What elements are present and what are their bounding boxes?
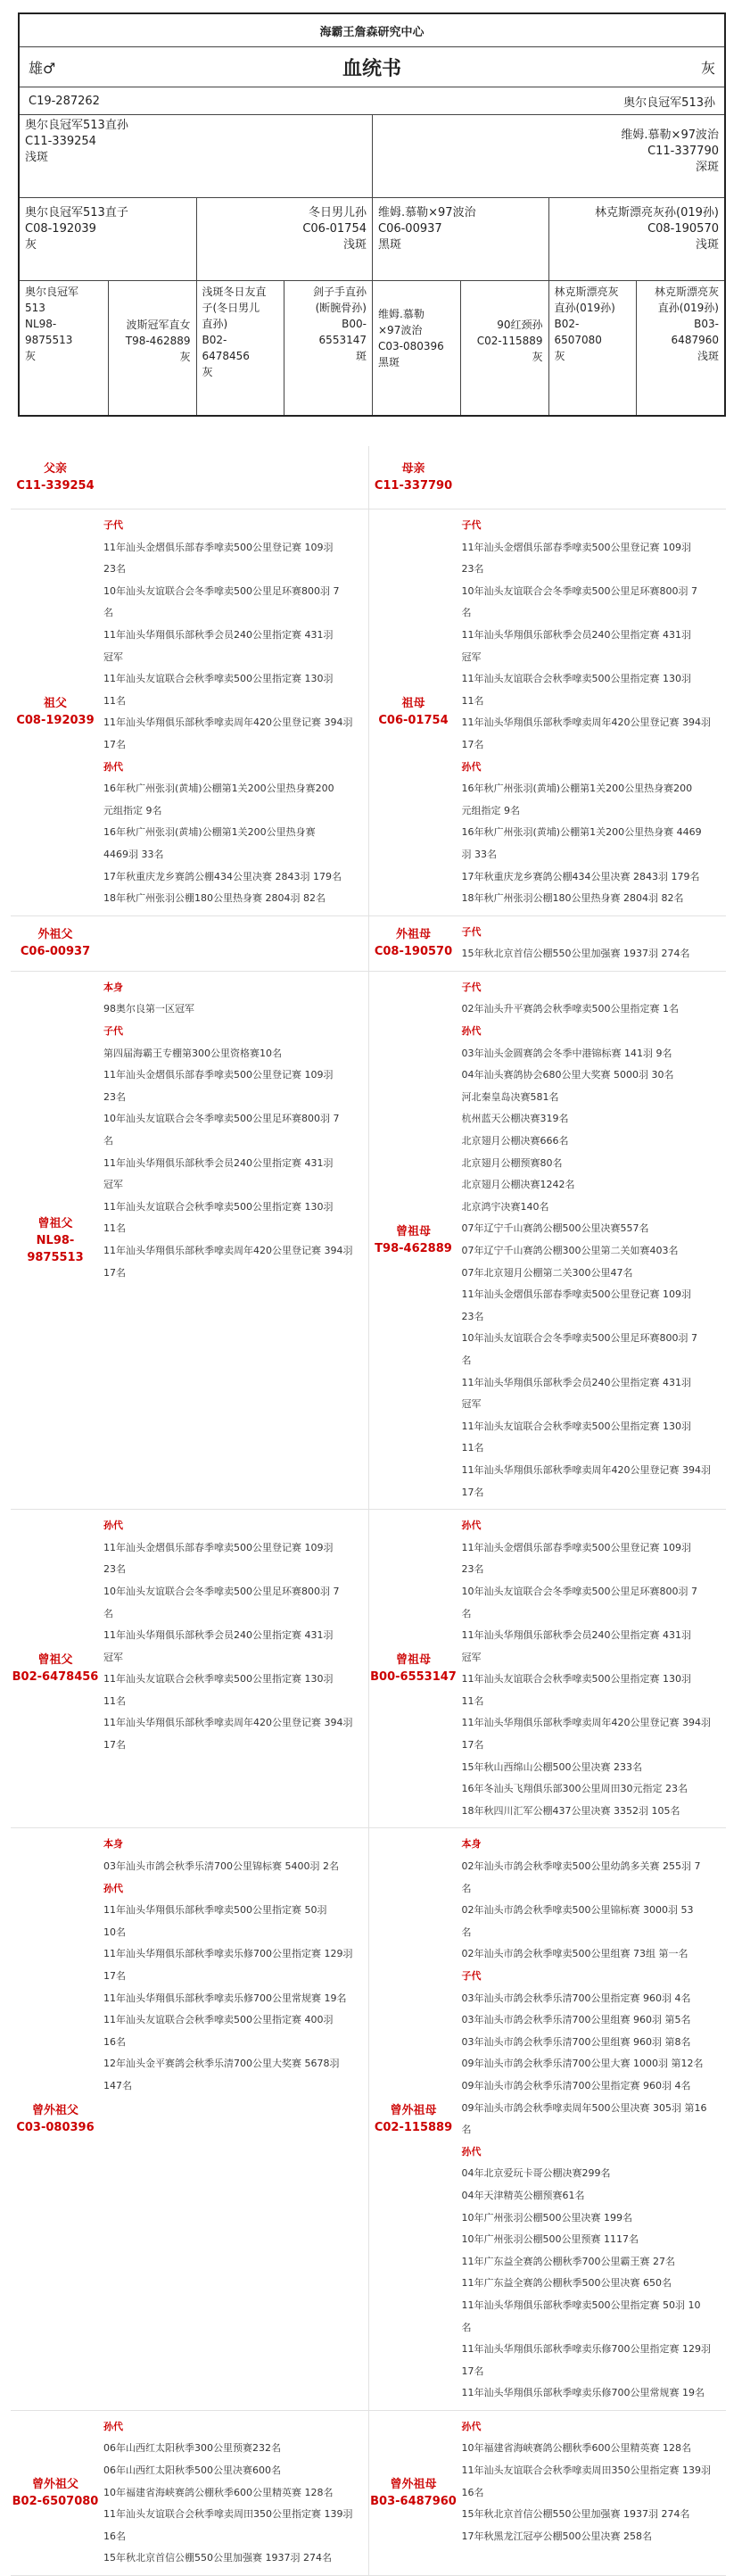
achievement-line: 17名: [461, 738, 484, 750]
achievement-list: [100, 972, 368, 1509]
g3-line: 6553147: [318, 334, 367, 346]
achievement-line: 10年福建省海峡赛鸽公棚秋季600公里精英赛 128名: [461, 2442, 691, 2455]
dam-ring: C11-337790: [647, 145, 719, 158]
g3-line: 6507080: [554, 334, 602, 346]
achievement-line: 11年汕头金熠俱乐部春季嗱卖500公里登记赛 109羽: [461, 1288, 691, 1301]
g3-line: NL98-: [25, 318, 57, 330]
ancestor-ring: NL98-9875513: [27, 1233, 84, 1264]
achievement-line: 15年秋北京首信公棚550公里加强赛 1937羽 274名: [461, 948, 690, 960]
achievement-line: 冠军: [103, 1179, 123, 1191]
achievement-line: 17名: [103, 738, 126, 750]
achievement-list: [458, 916, 727, 971]
g2-color: 灰: [25, 238, 37, 252]
ancestor-ring: T98-462889: [375, 1242, 452, 1255]
achievement-line: 11年汕头友谊联合会秋季嗱卖500公里指定赛 130羽: [461, 1420, 691, 1432]
achievement-list: [458, 446, 727, 509]
section-heading: 本身: [103, 981, 123, 993]
ancestor-ring: C08-190570: [374, 945, 453, 959]
ancestor-label: [11, 2411, 100, 2575]
achievement-line: 11名: [461, 694, 484, 707]
achievement-line: 11年汕头华翔俱乐部秋季嗱卖周年420公里登记赛 394羽: [461, 1717, 711, 1729]
achievement-line: 17名: [461, 1739, 484, 1752]
ancestor-role: 父亲: [43, 462, 67, 476]
achievement-line: 15年秋北京首信公棚550公里加强赛 1937羽 274名: [461, 2508, 690, 2521]
g2-color: 黑斑: [378, 238, 402, 252]
achievement-line: 02年汕头市鸽会秋季嗱卖500公里幼鸽多关赛 255羽 7: [461, 1860, 701, 1873]
achievement-line: 11年汕头金熠俱乐部春季嗱卖500公里登记赛 109羽: [461, 1541, 691, 1553]
g3-line: B03-: [694, 318, 719, 330]
ancestor-role: 曾祖父: [37, 1216, 73, 1230]
ancestor-ring: B02-6507080: [12, 2494, 99, 2508]
section-heading: 子代: [103, 519, 123, 531]
g3-line: (断腕骨孙): [315, 302, 367, 314]
achievement-line: 23名: [103, 563, 126, 576]
achievement-line: 15年秋北京首信公棚550公里加强赛 1937羽 274名: [103, 2552, 332, 2564]
certificate-title: 血统书: [342, 57, 402, 80]
achievement-line: 09年汕头市鸽会秋季嗱卖周年500公里决赛 305羽 第16: [461, 2101, 707, 2114]
achievement-list: [458, 509, 727, 915]
dam-cell: [372, 115, 724, 197]
achievement-line: 16名: [103, 2530, 126, 2542]
g2-ring: C06-01754: [302, 222, 367, 236]
ancestor-ring: C06-00937: [20, 945, 91, 959]
g3-line: 黑斑: [378, 356, 400, 369]
g3-cell: [460, 281, 548, 415]
section-heading: 子代: [461, 1970, 482, 1982]
achievement-line: 11年汕头友谊联合会秋季嗱卖500公里指定赛 130羽: [103, 1673, 334, 1686]
ancestor-ring: C06-01754: [378, 714, 449, 728]
dam-color: 深斑: [695, 161, 719, 174]
achievement-line: 12年汕头金平赛鸽会秋季乐清700公里大奖赛 5678羽: [103, 2058, 340, 2070]
achievement-line: 名: [461, 1926, 472, 1938]
achievement-list: [458, 2411, 727, 2575]
achievement-line: 河北秦皇岛决赛581名: [461, 1090, 559, 1103]
achievement-line: 11年广东益全赛鸽公棚秋季500公里决赛 650名: [461, 2277, 672, 2290]
achievement-list: [458, 1510, 727, 1827]
achievement-line: 17年秋重庆龙乡赛鸽公棚434公里决赛 2843羽 179名: [461, 870, 700, 882]
achievement-line: 17年秋黑龙江冠亭公棚500公里决赛 258名: [461, 2530, 652, 2542]
achievement-line: 11年汕头金熠俱乐部春季嗱卖500公里登记赛 109羽: [103, 1069, 334, 1081]
ancestor-row: [11, 916, 726, 972]
section-heading: 孙代: [461, 1520, 482, 1532]
achievement-line: 11年汕头华翔俱乐部秋季嗱卖乐修700公里常规赛 19名: [461, 2387, 705, 2399]
sire-ring: C11-339254: [25, 135, 96, 148]
ancestor-role: 曾祖父: [37, 1653, 73, 1668]
section-heading: 孙代: [103, 1882, 123, 1894]
achievement-line: 16名: [103, 2035, 126, 2048]
achievement-line: 冠军: [461, 1651, 482, 1663]
section-heading: 孙代: [461, 2145, 482, 2158]
g3-cell: [636, 281, 724, 415]
sex-label: 雄♂: [29, 59, 56, 77]
g3-cell: [372, 281, 460, 415]
section-heading: 本身: [461, 1838, 482, 1851]
section-heading: 孙代: [103, 2420, 123, 2432]
g3-cell: [196, 281, 284, 415]
achievement-line: 17名: [103, 1970, 126, 1982]
section-heading: 孙代: [103, 1520, 123, 1532]
achievement-line: 11年汕头华翔俱乐部秋季会员240公里指定赛 431羽: [103, 1156, 334, 1169]
achievement-line: 11年汕头友谊联合会秋季嗱卖500公里指定赛 400羽: [103, 2014, 334, 2026]
achievement-line: 17名: [461, 1486, 484, 1498]
achievement-line: 16年秋广州张羽(黄埔)公棚第1关200公里热身赛200: [461, 783, 693, 795]
g3-line: 6478456: [202, 350, 250, 362]
g3-line: 9875513: [25, 334, 73, 346]
g3-line: 波斯冠军直女: [126, 319, 191, 331]
g3-line: 林克斯漂亮灰: [654, 286, 719, 298]
achievement-line: 02年汕头升平赛鸽会秋季嗱卖500公里指定赛 1名: [461, 1003, 679, 1015]
achievement-line: 第四届海霸王专棚第300公里资格赛10名: [103, 1047, 282, 1059]
achievement-line: 06年山西红太阳秋季300公里预赛232名: [103, 2442, 281, 2455]
achievement-line: 09年汕头市鸽会秋季乐清700公里指定赛 960羽 4名: [461, 2079, 691, 2091]
achievement-line: 11年汕头华翔俱乐部秋季嗱卖周年420公里登记赛 394羽: [103, 1717, 353, 1729]
achievement-line: 11名: [103, 1222, 126, 1235]
achievement-line: 16年秋广州张羽(黄埔)公棚第1关200公里热身赛: [103, 826, 316, 839]
achievement-line: 11名: [461, 1442, 484, 1454]
achievement-line: 17年秋重庆龙乡赛鸽公棚434公里决赛 2843羽 179名: [103, 870, 342, 882]
achievement-line: 07年北京翅月公棚第二关300公里47名: [461, 1266, 633, 1279]
achievement-line: 10年汕头友谊联合会冬季嗱卖500公里足环赛800羽 7: [103, 584, 340, 597]
achievement-line: 23名: [461, 1563, 484, 1576]
center-name: [20, 14, 724, 46]
ancestor-row: [11, 972, 726, 1510]
achievement-line: 04年汕头赛鸽协会680公里大奖赛 5000羽 30名: [461, 1069, 674, 1081]
achievement-line: 11年汕头华翔俱乐部秋季嗱卖周年420公里登记赛 394羽: [461, 716, 711, 729]
achievement-line: 18年秋四川汇军公棚437公里决赛 3352羽 105名: [461, 1804, 680, 1817]
g2-color: 浅斑: [342, 238, 367, 252]
achievement-line: 23名: [103, 1563, 126, 1576]
achievement-line: 10年福建省海峡赛鸽公棚秋季600公里精英赛 128名: [103, 2486, 334, 2498]
generation-1: [20, 114, 724, 197]
achievement-line: 10年广州张羽公棚500公里决赛 199名: [461, 2211, 632, 2224]
achievement-line: 02年汕头市鸽会秋季嗱卖500公里锦标赛 3000羽 53: [461, 1904, 694, 1917]
g3-line: C02-115889: [476, 335, 543, 347]
achievement-line: 冠军: [461, 1398, 482, 1411]
achievement-list: [100, 509, 368, 915]
achievement-line: 冠军: [103, 650, 123, 663]
ancestor-role: 曾外祖父: [31, 2477, 78, 2491]
achievement-line: 16年秋广州张羽(黄埔)公棚第1关200公里热身赛 4469: [461, 826, 702, 839]
ancestor-role: 母亲: [401, 462, 425, 476]
achievement-list: [100, 916, 368, 971]
ancestor-label: [369, 509, 458, 915]
ancestor-role: 曾外祖母: [390, 2104, 437, 2118]
g2-name: 林克斯漂亮灰孙(019孙): [595, 206, 719, 219]
g3-cell: [284, 281, 372, 415]
achievement-line: 16年冬汕头飞翔俱乐部300公里周田30元指定 23名: [461, 1783, 688, 1795]
ancestor-label: [369, 1828, 458, 2409]
g3-line: 直孙(019孙): [554, 302, 615, 314]
bird-name: 奥尔良冠军513孙: [623, 95, 715, 110]
ancestor-label: [11, 916, 100, 971]
achievement-line: 23名: [461, 1310, 484, 1322]
achievement-line: 名: [103, 1135, 113, 1147]
g3-cell: [20, 281, 108, 415]
achievement-list: [458, 1828, 727, 2409]
ancestor-label: [369, 2411, 458, 2575]
achievement-line: 03年汕头金圆赛鸽会冬季中港锦标赛 141羽 9名: [461, 1047, 672, 1059]
ancestor-row: [11, 509, 726, 916]
achievement-line: 元组指定 9名: [103, 804, 162, 816]
g3-line: ×97波治: [378, 324, 423, 336]
ancestor-label: [369, 916, 458, 971]
achievement-line: 11年汕头华翔俱乐部秋季会员240公里指定赛 431羽: [461, 1376, 691, 1388]
achievement-line: 11年汕头华翔俱乐部秋季嗱卖乐修700公里指定赛 129羽: [103, 1948, 353, 1960]
section-heading: 子代: [461, 925, 482, 938]
achievement-line: 04年天津精英公棚预赛61名: [461, 2189, 585, 2201]
g3-line: 90红颈孙: [497, 319, 543, 331]
achievement-line: 北京翅月公棚决赛666名: [461, 1135, 569, 1147]
ancestor-row: [11, 2411, 726, 2576]
ancestor-label: [11, 446, 100, 509]
g2-ring: C06-00937: [378, 222, 442, 236]
g3-line: 斑: [355, 350, 367, 362]
ancestor-ring: C08-192039: [16, 714, 95, 728]
g3-line: 直孙(019孙): [657, 302, 719, 314]
achievement-line: 11年汕头华翔俱乐部秋季会员240公里指定赛 431羽: [103, 628, 334, 641]
achievement-line: 07年辽宁千山赛鸽公棚300公里第二关如赛403名: [461, 1245, 679, 1256]
achievement-list: [100, 1828, 368, 2409]
achievement-line: 11年汕头华翔俱乐部秋季会员240公里指定赛 431羽: [461, 1629, 691, 1642]
section-heading: 子代: [103, 1025, 123, 1038]
achievement-list: [100, 1510, 368, 1827]
ancestor-role: 祖父: [43, 697, 67, 711]
achievement-line: 11年汕头华翔俱乐部秋季嗱卖乐修700公里指定赛 129羽: [461, 2343, 711, 2356]
achievement-line: 名: [461, 1882, 472, 1894]
achievement-line: 杭州蓝天公棚决赛319名: [461, 1113, 569, 1125]
achievement-line: 11年汕头华翔俱乐部秋季嗱卖乐修700公里常规赛 19名: [103, 1992, 347, 2004]
achievement-line: 北京翅月公棚预赛80名: [461, 1156, 563, 1169]
achievement-line: 11年汕头华翔俱乐部秋季嗱卖周年420公里登记赛 394羽: [461, 1463, 711, 1476]
achievement-line: 10年汕头友谊联合会冬季嗱卖500公里足环赛800羽 7: [461, 1332, 697, 1345]
ancestor-label: [11, 972, 100, 1509]
ancestor-ring: C02-115889: [374, 2121, 453, 2135]
sire-name: 奥尔良冠军513直孙: [25, 119, 128, 132]
g2-name: 维姆.慕勒×97波治: [378, 206, 476, 219]
ancestor-role: 祖母: [401, 697, 425, 711]
achievement-line: 15年秋山西绵山公棚500公里决赛 233名: [461, 1760, 642, 1773]
achievement-list: [100, 2411, 368, 2575]
ancestor-label: [369, 1510, 458, 1827]
achievement-line: 11年汕头友谊联合会秋季嗱卖500公里指定赛 130羽: [461, 1673, 691, 1686]
ancestor-details: [11, 446, 726, 2576]
section-heading: 孙代: [461, 760, 482, 773]
section-heading: 孙代: [103, 760, 123, 773]
achievement-line: 02年汕头市鸽会秋季嗱卖500公里组赛 73组 第一名: [461, 1948, 688, 1960]
bird-info: [20, 87, 724, 114]
achievement-line: 11年汕头华翔俱乐部秋季嗱卖500公里指定赛 50羽 10: [461, 2299, 701, 2311]
achievement-line: 03年汕头市鸽会秋季乐清700公里锦标赛 5400羽 2名: [103, 1860, 339, 1873]
g3-line: B02-: [202, 334, 227, 346]
g3-cell: [548, 281, 637, 415]
achievement-line: 北京鸿宇决赛140名: [461, 1200, 549, 1213]
g3-line: 灰: [202, 366, 213, 378]
ancestor-ring: C11-339254: [16, 479, 95, 493]
g2-name: 冬日男儿孙: [308, 206, 367, 219]
ancestor-role: 曾外祖父: [31, 2104, 78, 2118]
g3-line: 维姆.慕勒: [378, 308, 425, 320]
ancestor-row: [11, 1510, 726, 1828]
g3-line: 灰: [532, 351, 543, 363]
g3-line: B02-: [554, 318, 580, 330]
g3-line: T98-462889: [125, 335, 191, 347]
ancestor-row: [11, 1828, 726, 2410]
section-heading: 孙代: [461, 1025, 482, 1038]
achievement-line: 17名: [103, 1739, 126, 1752]
achievement-line: 11年汕头华翔俱乐部秋季嗱卖周年420公里登记赛 394羽: [103, 1245, 353, 1256]
achievement-line: 03年汕头市鸽会秋季乐清700公里组赛 960羽 第5名: [461, 2014, 691, 2026]
achievement-line: 11年汕头华翔俱乐部秋季嗱卖周年420公里登记赛 394羽: [103, 716, 353, 729]
g3-line: 513: [25, 302, 45, 314]
ancestor-ring: B00-6553147: [370, 1670, 457, 1685]
generation-3: [20, 280, 724, 415]
achievement-line: 03年汕头市鸽会秋季乐清700公里组赛 960羽 第8名: [461, 2035, 691, 2048]
ancestor-label: [11, 509, 100, 915]
achievement-line: 11名: [103, 1694, 126, 1707]
achievement-line: 23名: [103, 1090, 126, 1103]
g3-line: 剑子手直孙: [312, 286, 367, 298]
g2-cell: [196, 198, 373, 280]
achievement-line: 10名: [103, 1926, 126, 1938]
achievement-line: 11名: [103, 694, 126, 707]
achievement-line: 4469羽 33名: [103, 848, 164, 860]
ancestor-ring: C11-337790: [374, 479, 453, 493]
achievement-list: [100, 446, 368, 509]
g3-line: 浅斑冬日友直: [202, 286, 267, 298]
achievement-line: 147名: [103, 2079, 132, 2091]
g3-line: 奥尔良冠军: [25, 286, 79, 298]
achievement-line: 18年秋广州张羽公棚180公里热身赛 2804羽 82名: [103, 892, 326, 905]
g2-ring: C08-190570: [647, 222, 719, 236]
generation-2: [20, 197, 724, 280]
achievement-line: 11年广东益全赛鸽公棚秋季700公里霸王赛 27名: [461, 2255, 675, 2267]
ancestor-ring: B03-6487960: [370, 2494, 457, 2508]
g3-line: 灰: [554, 350, 565, 362]
achievement-line: 11年汕头华翔俱乐部秋季嗱卖500公里指定赛 50羽: [103, 1904, 327, 1917]
achievement-line: 名: [103, 1607, 113, 1619]
center-title: 海霸王詹森研究中心: [319, 25, 425, 39]
g3-line: 直孙): [202, 318, 228, 330]
ancestor-role: 外祖父: [37, 928, 73, 942]
g3-line: B00-: [342, 318, 367, 330]
achievement-line: 名: [461, 607, 472, 619]
section-heading: 本身: [103, 1838, 123, 1851]
achievement-line: 冠军: [103, 1651, 123, 1663]
section-heading: 孙代: [461, 2420, 482, 2432]
achievement-line: 10年汕头友谊联合会冬季嗱卖500公里足环赛800羽 7: [103, 1585, 340, 1597]
ancestor-row: [11, 446, 726, 509]
bird-color: 灰: [700, 59, 715, 77]
ancestor-label: [11, 1828, 100, 2409]
achievement-line: 10年汕头友谊联合会冬季嗱卖500公里足环赛800羽 7: [461, 1585, 697, 1597]
ancestor-role: 曾祖母: [395, 1225, 431, 1238]
g3-line: 林克斯漂亮灰: [554, 286, 619, 298]
g2-ring: C08-192039: [25, 222, 96, 236]
sire-color: 浅斑: [25, 151, 49, 164]
achievement-line: 名: [103, 607, 113, 619]
ancestor-role: 曾外祖母: [390, 2477, 437, 2491]
achievement-line: 名: [461, 2124, 472, 2136]
g2-cell: [548, 198, 725, 280]
section-heading: 子代: [461, 981, 482, 993]
g2-name: 奥尔良冠军513直子: [25, 206, 128, 219]
achievement-line: 98奥尔良第一区冠军: [103, 1003, 194, 1015]
g3-line: 6487960: [671, 334, 719, 346]
achievement-line: 11年汕头金熠俱乐部春季嗱卖500公里登记赛 109羽: [103, 541, 334, 553]
section-heading: 子代: [461, 519, 482, 531]
ancestor-label: [11, 1510, 100, 1827]
achievement-line: 11年汕头友谊联合会秋季嗱卖周田350公里指定赛 139羽: [103, 2508, 353, 2521]
ancestor-ring: B02-6478456: [12, 1670, 99, 1685]
g3-line: C03-080396: [378, 340, 444, 352]
achievement-line: 名: [461, 1607, 472, 1619]
achievement-line: 16名: [461, 2486, 484, 2498]
achievement-list: [458, 972, 727, 1509]
achievement-line: 18年秋广州张羽公棚180公里热身赛 2804羽 82名: [461, 892, 684, 905]
achievement-line: 10年广州张羽公棚500公里预赛 1117名: [461, 2233, 639, 2246]
achievement-line: 名: [461, 1354, 472, 1366]
achievement-line: 11年汕头华翔俱乐部秋季会员240公里指定赛 431羽: [461, 628, 691, 641]
achievement-line: 17名: [461, 2365, 484, 2377]
pedigree-certificate: [18, 12, 726, 417]
achievement-line: 羽 33名: [461, 848, 497, 860]
g3-cell: [108, 281, 196, 415]
achievement-line: 03年汕头市鸽会秋季乐清700公里指定赛 960羽 4名: [461, 1992, 691, 2004]
g2-cell: [372, 198, 548, 280]
achievement-line: 17名: [103, 1266, 126, 1279]
achievement-line: 23名: [461, 563, 484, 576]
ancestor-ring: C03-080396: [16, 2121, 95, 2135]
achievement-line: 11年汕头华翔俱乐部秋季会员240公里指定赛 431羽: [103, 1629, 334, 1642]
achievement-line: 11年汕头友谊联合会秋季嗱卖500公里指定赛 130羽: [461, 673, 691, 685]
achievement-line: 11年汕头友谊联合会秋季嗱卖周田350公里指定赛 139羽: [461, 2464, 711, 2477]
dam-name: 维姆.慕勒×97波治: [621, 128, 719, 142]
achievement-line: 16年秋广州张羽(黄埔)公棚第1关200公里热身赛200: [103, 783, 334, 795]
achievement-line: 11年汕头金熠俱乐部春季嗱卖500公里登记赛 109羽: [103, 1541, 334, 1553]
achievement-line: 11年汕头友谊联合会秋季嗱卖500公里指定赛 130羽: [103, 1200, 334, 1213]
achievement-line: 07年辽宁千山赛鸽公棚500公里决赛557名: [461, 1222, 649, 1235]
g3-line: 灰: [25, 350, 37, 362]
ancestor-role: 外祖母: [395, 928, 431, 942]
achievement-line: 04年北京爱玩卡哥公棚决赛299名: [461, 2167, 611, 2180]
achievement-line: 09年汕头市鸽会秋季乐清700公里大赛 1000羽 第12名: [461, 2058, 704, 2070]
achievement-line: 11年汕头金熠俱乐部春季嗱卖500公里登记赛 109羽: [461, 541, 691, 553]
achievement-line: 名: [461, 2321, 472, 2333]
g2-color: 浅斑: [695, 238, 719, 252]
achievement-line: 11年汕头友谊联合会秋季嗱卖500公里指定赛 130羽: [103, 673, 334, 685]
ancestor-label: [369, 446, 458, 509]
certificate-header: [20, 46, 724, 87]
g2-cell: [20, 198, 196, 280]
achievement-line: 冠军: [461, 650, 482, 663]
g3-line: 灰: [179, 351, 191, 363]
sire-cell: [20, 115, 372, 197]
g3-line: 浅斑: [697, 350, 719, 362]
achievement-line: 11名: [461, 1694, 484, 1707]
achievement-line: 10年汕头友谊联合会冬季嗱卖500公里足环赛800羽 7: [103, 1113, 340, 1125]
bird-ring: C19-287262: [29, 94, 100, 108]
achievement-line: 06年山西红太阳秋季500公里决赛600名: [103, 2464, 281, 2477]
g3-line: 子(冬日男儿: [202, 302, 260, 314]
achievement-line: 10年汕头友谊联合会冬季嗱卖500公里足环赛800羽 7: [461, 584, 697, 597]
ancestor-label: [369, 972, 458, 1509]
achievement-line: 北京翅月公棚决赛1242名: [461, 1179, 575, 1191]
ancestor-role: 曾祖母: [395, 1653, 431, 1668]
achievement-line: 元组指定 9名: [461, 804, 520, 816]
